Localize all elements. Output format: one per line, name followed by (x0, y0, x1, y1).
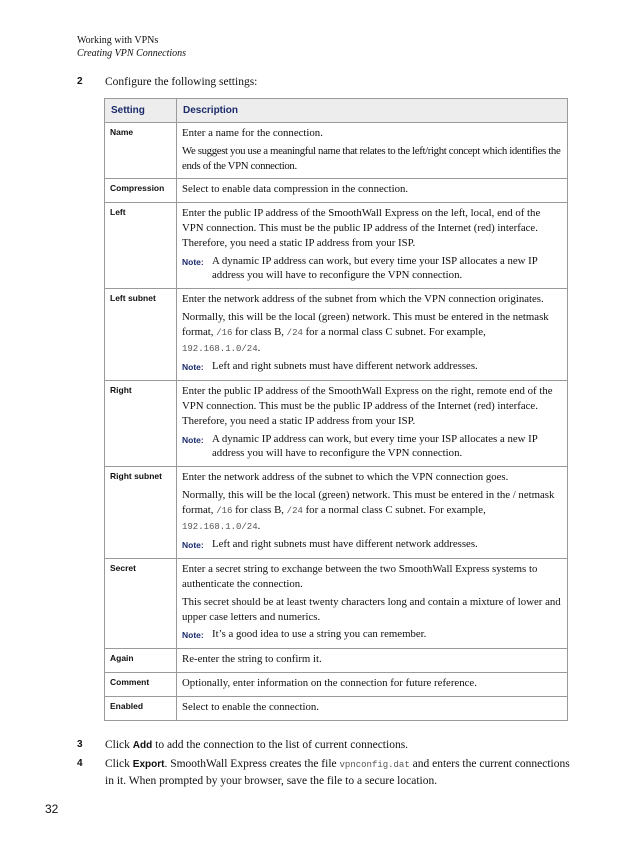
column-header-setting: Setting (105, 99, 177, 123)
setting-name: Right subnet (105, 467, 177, 559)
table-row (105, 289, 568, 381)
code-example-address: 192.168.1.0/24 (182, 521, 258, 532)
setting-description (177, 649, 568, 673)
note-text: It’s a good idea to use a string you can remember. (212, 628, 427, 641)
table-row (105, 203, 568, 289)
setting-name: Name (105, 123, 177, 179)
note (182, 359, 563, 375)
setting-description (177, 123, 568, 179)
code-netmask-16: /16 (216, 327, 233, 338)
table-row (105, 123, 568, 179)
step-text: Click Add to add the connection to the list of current connections. (105, 739, 409, 751)
running-header (77, 34, 186, 60)
setting-name: Again (105, 649, 177, 673)
chapter-title: Working with VPNs (77, 35, 159, 46)
note-label: Note: (182, 256, 204, 267)
description-text: Normally, this will be the local (green) network. This must be entered in the / netmask format, /16 for class B, /24 for a normal class C subnet. For example, 192.168.1.0/24. (182, 488, 555, 532)
table-row (105, 179, 568, 203)
table-row (105, 381, 568, 467)
page-number: 32 (45, 802, 59, 816)
setting-name: Enabled (105, 696, 177, 720)
filename: vpnconfig.dat (339, 760, 410, 770)
note-label: Note: (182, 434, 204, 445)
note (182, 627, 563, 643)
description-text: This secret should be at least twenty characters long and contain a mixture of lower and upper case letters and numerics. (182, 595, 561, 623)
description-text: Re-enter the string to confirm it. (182, 653, 322, 666)
note-label: Note: (182, 362, 204, 373)
step-text: Click Export. SmoothWall Express creates the file vpnconfig.dat and enters the current connections in it. When prompted by your browser, save the file to a secure location. (105, 758, 570, 787)
note (182, 432, 563, 462)
description-text: Enter a name for the connection. (182, 127, 323, 139)
description-text: Enter a secret string to exchange between the two SmoothWall Express systems to authenticate the connection. (182, 563, 538, 590)
note (182, 537, 563, 553)
setting-description (177, 381, 568, 467)
setting-name: Compression (105, 179, 177, 203)
setting-description (177, 696, 568, 720)
note-text: A dynamic IP address can work, but every time your ISP allocates a new IP address you will have to reconfigure the VPN connection. (212, 432, 538, 460)
step-text: Configure the following settings: (105, 76, 258, 88)
note-text: A dynamic IP address can work, but every time your ISP allocates a new IP address you will have to reconfigure the VPN connection. (212, 254, 538, 282)
note-label: Note: (182, 630, 204, 641)
code-netmask-24: /24 (286, 505, 303, 516)
description-text: Optionally, enter information on the connection for future reference. (182, 676, 477, 689)
note (182, 254, 563, 284)
code-netmask-16: /16 (216, 505, 233, 516)
description-text: We suggest you use a meaningful name that relates to the left/right concept which identifies the ends of the VPN connection. (182, 144, 561, 172)
setting-name: Secret (105, 559, 177, 649)
setting-description (177, 179, 568, 203)
code-example-address: 192.168.1.0/24 (182, 343, 258, 354)
table-row (105, 649, 568, 673)
ui-term-add: Add (132, 740, 153, 751)
description-text: Enter the public IP address of the SmoothWall Express on the right, remote end of the VPN connection. This must be the public IP address of the Internet (red) interface. Therefore, you need a static IP address from your ISP. (182, 385, 553, 427)
table-row (105, 672, 568, 696)
ui-term-export: Export (132, 759, 165, 770)
setting-name: Left subnet (105, 289, 177, 381)
description-text: Enter the network address of the subnet to which the VPN connection goes. (182, 471, 509, 484)
description-text: Normally, this will be the local (green) network. This must be entered in the netmask format, /16 for class B, /24 for a normal class C subnet. For example, 192.168.1.0/24. (182, 310, 549, 354)
step-number: 3 (77, 739, 83, 750)
settings-table (104, 98, 568, 721)
section-title: Creating VPN Connections (77, 48, 187, 59)
step-number: 2 (77, 76, 83, 87)
setting-description (177, 203, 568, 289)
description-text: Select to enable data compression in the connection. (182, 183, 409, 196)
column-header-description: Description (177, 99, 568, 123)
description-text: Enter the public IP address of the SmoothWall Express on the left, local, end of the VPN connection. This must be the public IP address of the Internet (red) interface. Therefore, you need a static IP address from your ISP. (182, 207, 541, 249)
setting-name: Comment (105, 672, 177, 696)
table-row (105, 559, 568, 649)
note-text: Left and right subnets must have different network addresses. (212, 538, 478, 551)
description-text: Enter the network address of the subnet from which the VPN connection originates. (182, 293, 544, 306)
description-text: Select to enable the connection. (182, 700, 320, 713)
table-row (105, 467, 568, 559)
setting-description (177, 467, 568, 559)
setting-name: Left (105, 203, 177, 289)
setting-description (177, 672, 568, 696)
note-text: Left and right subnets must have different network addresses. (212, 360, 478, 373)
setting-description (177, 559, 568, 649)
note-label: Note: (182, 540, 204, 551)
table-row (105, 696, 568, 720)
code-netmask-24: /24 (286, 327, 303, 338)
step-number: 4 (77, 758, 83, 769)
setting-description (177, 289, 568, 381)
table-header-row (105, 99, 568, 123)
setting-name: Right (105, 381, 177, 467)
